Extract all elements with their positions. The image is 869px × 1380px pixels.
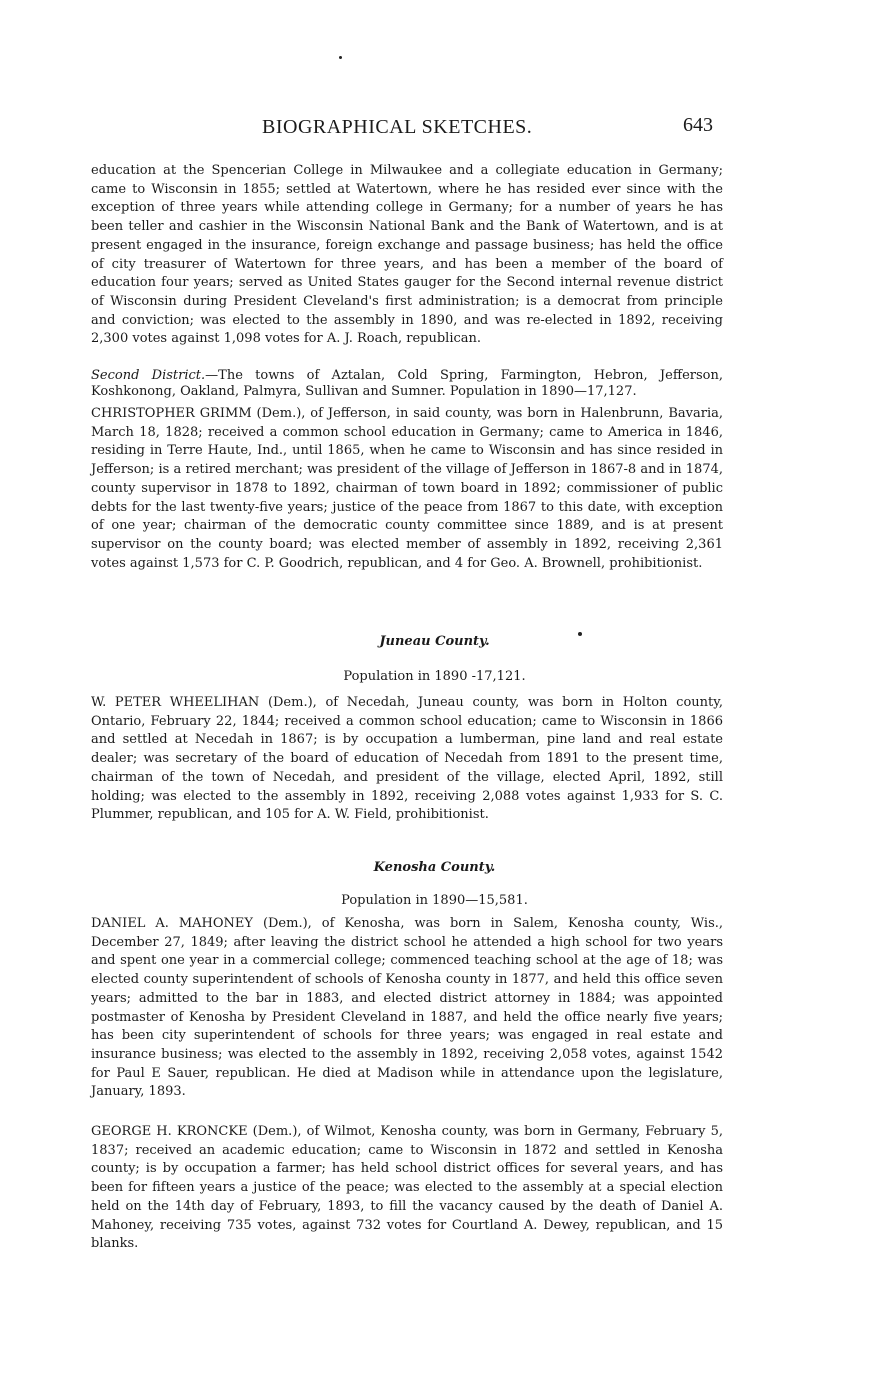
population-kenosha: Population in 1890—15,581. — [341, 893, 528, 908]
page-header — [0, 116, 869, 146]
district-label: Second District. — [91, 368, 206, 383]
biography-wheelihan: W. PETER WHEELIHAN (Dem.), of Necedah, Juneau county, was born in Holton county, Ontario, February 22, 1844; received a common school education; came to Wisconsin in 1866 and settled at Necedah in 1867; is by occupation a lumberman, pine land and real estate dealer; was secretary of the board of education of Necedah from 1891 to the present time, chairman of the town of Necedah, and president of the village, elected April, 1892, still holding; was elected to the assembly in 1892, receiving 2,088 votes against 1,933 for S. C. Plummer, republican, and 105 for A. W. Field, prohibitionist. — [91, 695, 723, 823]
print-speck — [339, 56, 342, 59]
population-juneau: Population in 1890 -17,121. — [343, 669, 526, 684]
section-heading-juneau: Juneau County. — [379, 634, 490, 649]
running-title: BIOGRAPHICAL SKETCHES. — [262, 116, 533, 138]
page-number: 643 — [683, 114, 713, 136]
continued-paragraph: education at the Spencerian College in Milwaukee and a collegiate education in Germany; came to Wisconsin in 1855; settled at Watertown, where he has resided ever since with the exception of three years while attending college in Germany; for a number of years he has been teller and cashier in the Wisconsin National Bank and the Bank of Watertown, and is at present engaged in the insurance, foreign exchange and passage business; has held the office of city treasurer of Watertown for three years, and has been a member of the board of education four years; served as United States gauger for the Second internal revenue district of Wisconsin during President Cleveland's first administration; is a democrat from principle and conviction; was elected to the assembly in 1890, and was re-elected in 1892, receiving 2,300 votes against 1,098 votes for A. J. Roach, republican. — [91, 163, 723, 347]
district-text: —The towns of Aztalan, Cold Spring, Farmington, Hebron, Jefferson, Koshkonong, Oakland, Palmyra, Sullivan and Sumner. Population in 1890—17,127. — [91, 368, 723, 399]
biography-grimm: CHRISTOPHER GRIMM (Dem.), of Jefferson, in said county, was born in Halenbrunn, Bavaria, March 18, 1828; received a common school education in Germany; came to America in 1846, residing in Terre Haute, Ind., until 1865, when he came to Wisconsin and has since resided in Jefferson; is a retired merchant; was president of the village of Jefferson in 1867-8 and in 1874, county supervisor in 1878 to 1892, chairman of town board in 1892; commissioner of public debts for the last twenty-five years; justice of the peace from 1867 to this date, with exception of one year; chairman of the democratic county committee since 1889, and is at present supervisor on the county board; was elected member of assembly in 1892, receiving 2,361 votes against 1,573 for C. P. Goodrich, republican, and 4 for Geo. A. Brownell, prohibitionist. — [91, 406, 723, 571]
biography-kroncke: GEORGE H. KRONCKE (Dem.), of Wilmot, Kenosha county, was born in Germany, February 5, 1837; received an academic education; came to Wisconsin in 1872 and settled in Kenosha county; is by occupation a farmer; has held school district offices for several years, and has been for fifteen years a justice of the peace; was elected to the assembly at a special election held on the 14th day of February, 1893, to fill the vacancy caused by the death of Daniel A. Mahoney, receiving 735 votes, against 732 votes for Courtland A. Dewey, republican, and 15 blanks. — [91, 1124, 723, 1252]
section-heading-kenosha: Kenosha County. — [373, 860, 496, 875]
biography-mahoney: DANIEL A. MAHONEY (Dem.), of Kenosha, was born in Salem, Kenosha county, Wis., December 27, 1849; after leaving the district school he attended a high school for two years and spent one year in a commercial college; commenced teaching school at the age of 18; was elected county superintendent of schools of Kenosha county in 1877, and held this office seven years; admitted to the bar in 1883, and elected district attorney in 1884; was appointed postmaster of Kenosha by President Cleveland in 1887, and held the office nearly five years; has been city superintendent of schools for three years; was engaged in real estate and insurance business; was elected to the assembly in 1892, receiving 2,058 votes, against 1542 for Paul E Sauer, republican. He died at Madison while in attendance upon the legislature, January, 1893. — [91, 916, 723, 1100]
district-paragraph — [91, 368, 723, 400]
